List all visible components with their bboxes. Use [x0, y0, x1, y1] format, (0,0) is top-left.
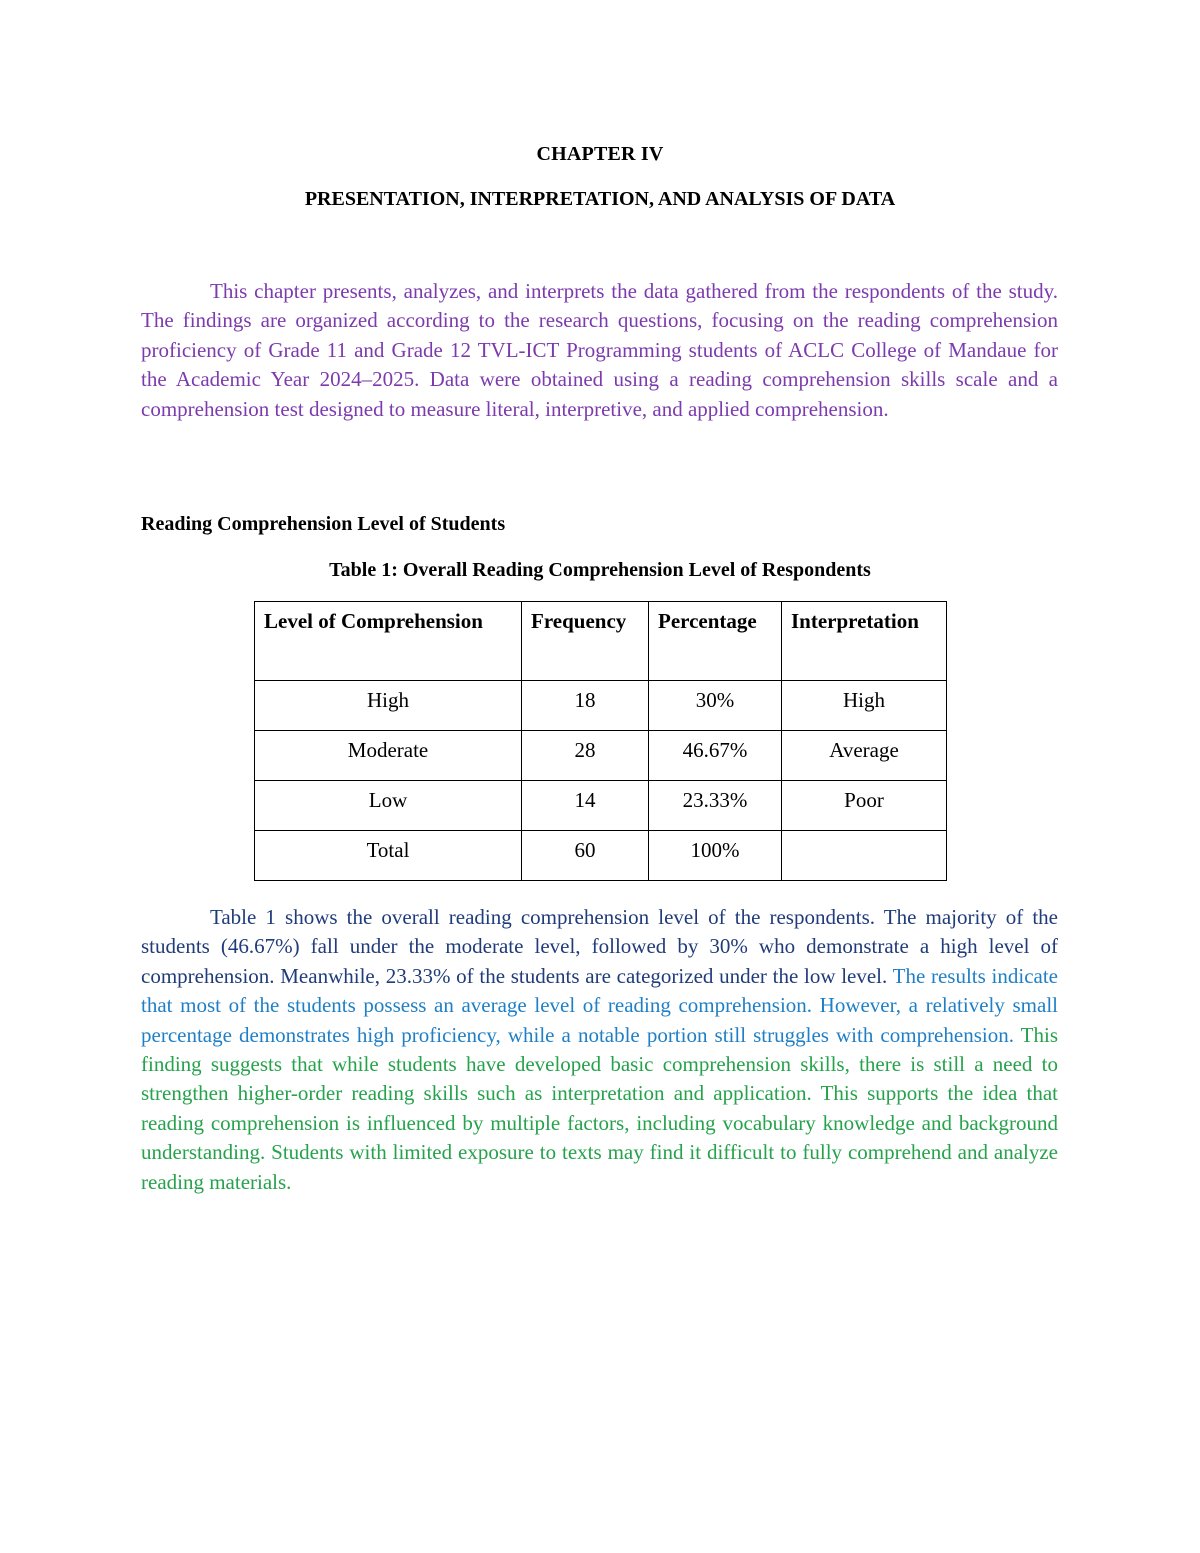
header-interpretation: Interpretation — [782, 602, 947, 681]
cell-level: High — [255, 681, 522, 731]
cell-percentage: 100% — [649, 831, 782, 881]
chapter-title: CHAPTER IV — [536, 143, 664, 165]
analysis-paragraph — [141, 903, 1058, 1197]
analysis-text-green: This finding suggests that while students have developed basic comprehension skills, there is still a need to strengthen higher-order reading skills such as interpretation and application. This supports the idea that reading comprehension is influenced by multiple factors, including vocabulary knowledge and background understanding. Students with limited exposure to texts may find it difficult to fully comprehend and analyze reading materials. — [141, 1022, 1058, 1194]
cell-interpretation: Average — [782, 731, 947, 781]
analysis-text-blue: The results indicate that most of the students possess an average level of reading comprehension. However, a relatively small percentage demonstrates high proficiency, while a notable portion still struggles with comprehension. — [141, 963, 1058, 1047]
table-row — [255, 731, 947, 781]
header-level: Level of Comprehension — [255, 602, 522, 681]
cell-interpretation: High — [782, 681, 947, 731]
cell-level: Moderate — [255, 731, 522, 781]
cell-level: Total — [255, 831, 522, 881]
cell-percentage: 23.33% — [649, 781, 782, 831]
table-row — [255, 781, 947, 831]
cell-percentage: 30% — [649, 681, 782, 731]
cell-frequency: 18 — [522, 681, 649, 731]
cell-level: Low — [255, 781, 522, 831]
header-percentage: Percentage — [649, 602, 782, 681]
analysis-text-navy: Table 1 shows the overall reading comprehension level of the respondents. The majority of the students (46.67%) fall under the moderate level, followed by 30% who demonstrate a high level of comprehension. Meanwhile, 23.33% of the students are categorized under the low level. — [141, 905, 1058, 988]
comprehension-table — [254, 601, 947, 881]
chapter-subtitle: PRESENTATION, INTERPRETATION, AND ANALYSIS OF DATA — [304, 188, 896, 210]
cell-interpretation: Poor — [782, 781, 947, 831]
header-frequency: Frequency — [522, 602, 649, 681]
intro-paragraph — [141, 277, 1058, 424]
cell-percentage: 46.67% — [649, 731, 782, 781]
table-header-row — [255, 602, 947, 681]
table-row-total — [255, 831, 947, 881]
cell-frequency: 14 — [522, 781, 649, 831]
cell-frequency: 60 — [522, 831, 649, 881]
table-row — [255, 681, 947, 731]
cell-interpretation — [782, 831, 947, 881]
intro-paragraph-text: This chapter presents, analyzes, and interprets the data gathered from the respondents of the study. The findings are organized according to the research questions, focusing on the reading comprehension proficiency of Grade 11 and Grade 12 TVL-ICT Programming students of ACLC College of Mandaue for the Academic Year 2024–2025. Data were obtained using a reading comprehension skills scale and a comprehension test designed to measure literal, interpretive, and applied comprehension. — [141, 279, 1058, 421]
cell-frequency: 28 — [522, 731, 649, 781]
section-heading: Reading Comprehension Level of Students — [141, 513, 506, 535]
table-caption: Table 1: Overall Reading Comprehension Level of Respondents — [329, 559, 871, 581]
